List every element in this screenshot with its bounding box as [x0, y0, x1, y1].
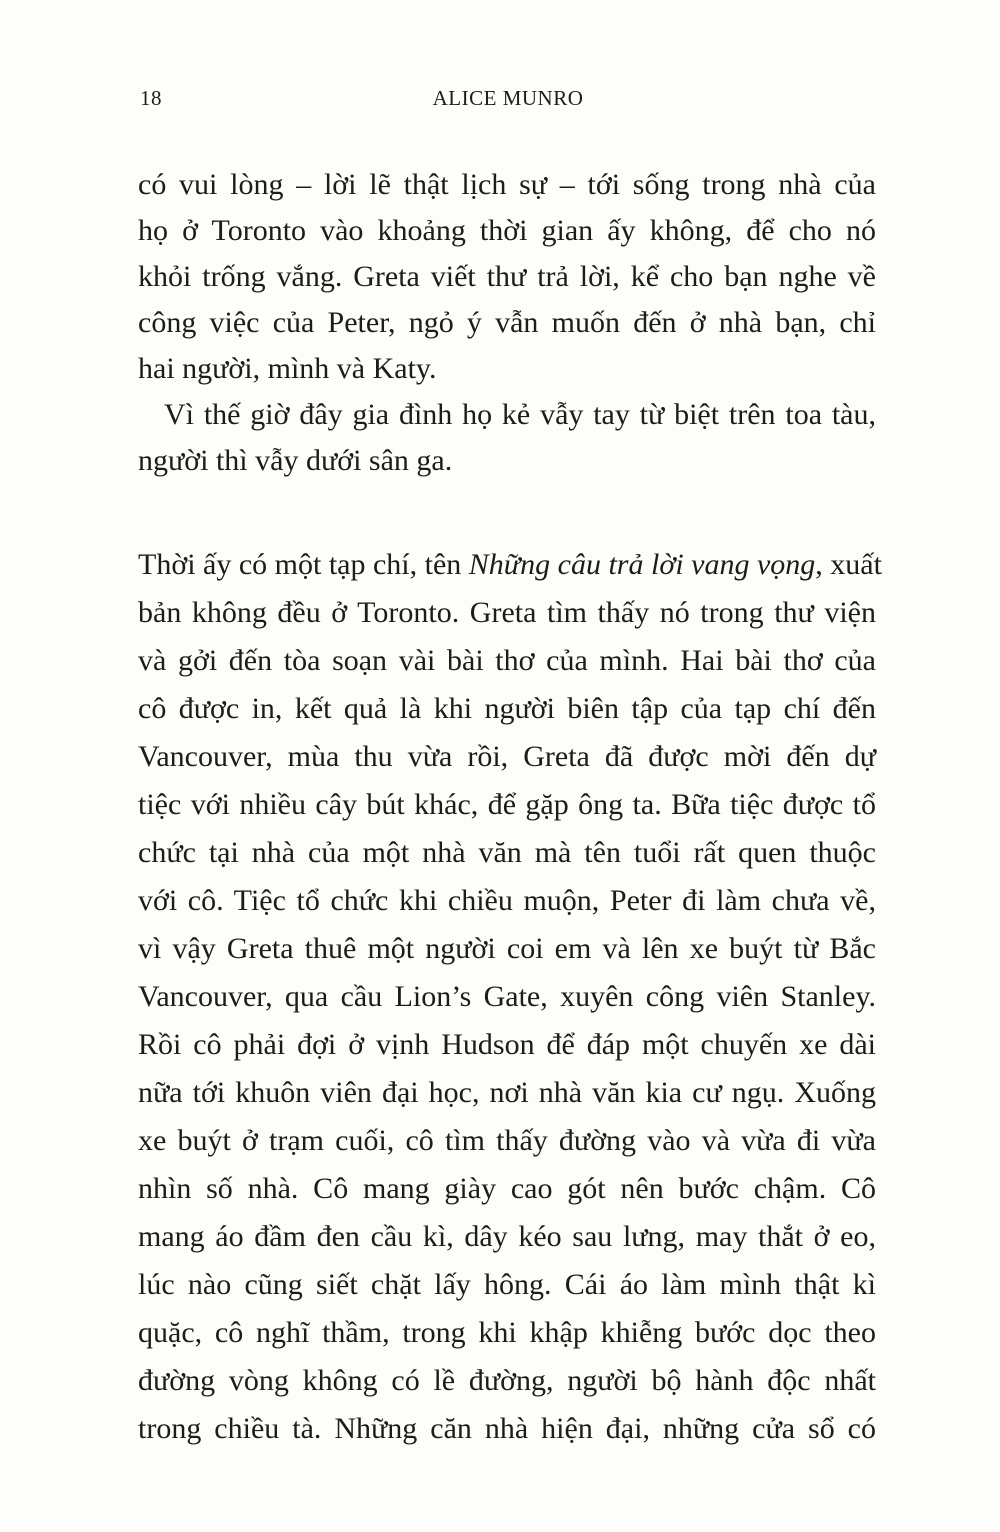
text-line: [138, 541, 882, 589]
text-line: bản không đều ở Toronto. Greta tìm thấy nó trong thư viện: [138, 596, 876, 629]
text-line: họ ở Toronto vào khoảng thời gian ấy không, để cho nó: [138, 214, 876, 247]
text-line: và gởi đến tòa soạn vài bài thơ của mình. Hai bài thơ của: [138, 644, 876, 677]
text-line: Vancouver, mùa thu vừa rồi, Greta đã được mời đến dự: [138, 740, 876, 773]
text-line: Vancouver, qua cầu Lion’s Gate, xuyên công viên Stanley.: [138, 980, 876, 1013]
text-line: nhìn số nhà. Cô mang giày cao gót nên bước chậm. Cô: [138, 1172, 876, 1205]
page-number: 18: [140, 86, 162, 110]
section-2-text: [138, 541, 882, 1453]
text-line: Vì thế giờ đây gia đình họ kẻ vẫy tay từ biệt trên toa tàu,: [164, 398, 876, 431]
section-1-text: [138, 162, 876, 484]
text-line: với cô. Tiệc tổ chức khi chiều muộn, Peter đi làm chưa về,: [138, 884, 876, 917]
text-line: hai người, mình và Katy.: [138, 352, 437, 385]
running-head: ALICE MUNRO: [432, 86, 584, 110]
text-line: quặc, cô nghĩ thầm, trong khi khập khiễng bước dọc theo: [138, 1316, 876, 1349]
text-segment: Thời ấy có một tạp chí, tên: [138, 548, 469, 581]
text-line: xe buýt ở trạm cuối, cô tìm thấy đường vào và vừa đi vừa: [138, 1124, 876, 1157]
text-line: nữa tới khuôn viên đại học, nơi nhà văn kia cư ngụ. Xuống: [138, 1076, 876, 1109]
text-line: công việc của Peter, ngỏ ý vẫn muốn đến ở nhà bạn, chỉ: [138, 306, 876, 339]
text-line: có vui lòng – lời lẽ thật lịch sự – tới sống trong nhà của: [138, 168, 876, 201]
text-line: vì vậy Greta thuê một người coi em và lên xe buýt từ Bắc: [138, 932, 876, 965]
text-line: tiệc với nhiều cây bút khác, để gặp ông ta. Bữa tiệc được tổ: [138, 788, 876, 821]
text-segment: , xuất: [815, 548, 882, 581]
text-line: người thì vẫy dưới sân ga.: [138, 444, 453, 477]
italic-title: Những câu trả lời vang vọng: [468, 548, 816, 581]
text-line: cô được in, kết quả là khi người biên tập của tạp chí đến: [138, 692, 876, 725]
text-line: trong chiều tà. Những căn nhà hiện đại, những cửa sổ có: [138, 1412, 876, 1445]
text-line: khỏi trống vắng. Greta viết thư trả lời, kể cho bạn nghe về: [138, 260, 876, 293]
text-line: Rồi cô phải đợi ở vịnh Hudson để đáp một chuyến xe dài: [138, 1028, 876, 1061]
text-line: đường vòng không có lề đường, người bộ hành độc nhất: [138, 1364, 876, 1397]
text-line: lúc nào cũng siết chặt lấy hông. Cái áo làm mình thật kì: [138, 1268, 876, 1301]
text-line: mang áo đầm đen cầu kì, dây kéo sau lưng, may thắt ở eo,: [138, 1220, 876, 1253]
text-line: chức tại nhà của một nhà văn mà tên tuổi rất quen thuộc: [138, 836, 876, 869]
